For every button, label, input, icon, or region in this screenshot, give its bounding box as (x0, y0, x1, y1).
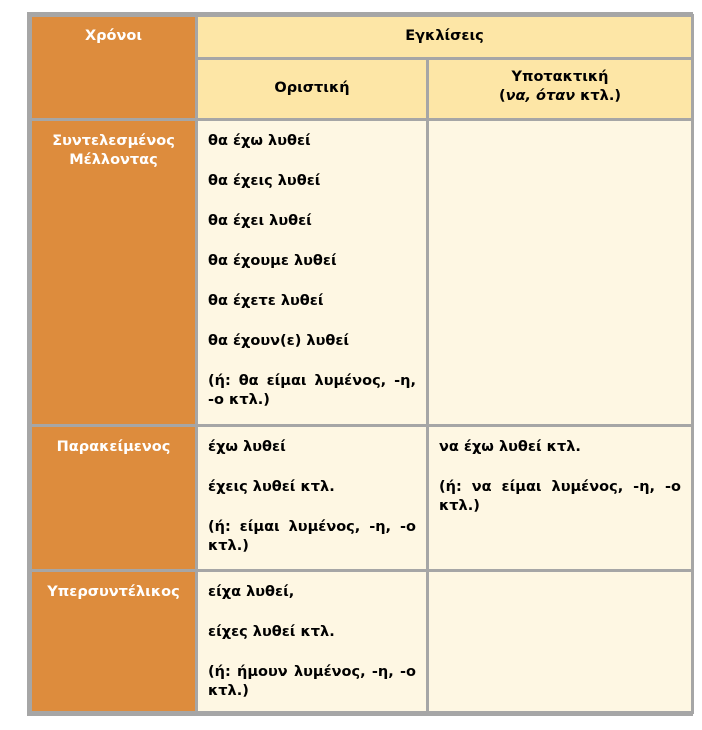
moods-header-label: Εγκλίσεις (405, 28, 484, 44)
alternative-form: (ή: θα είμαι λυμένος, -η, -ο κτλ.) (208, 372, 416, 408)
form-line: θα έχουμε λυθεί (208, 252, 337, 269)
table-frame (27, 12, 693, 716)
verb-conjugation-table (29, 14, 694, 714)
indicative-header (198, 60, 426, 117)
tenses-header-label: Χρόνοι (84, 28, 142, 44)
subjunctive-cell-perfect (429, 427, 691, 569)
indicative-cell-pluperfect (198, 572, 426, 711)
tense-cell-perfect (32, 427, 195, 569)
indicative-cell-future-perfect (198, 121, 426, 424)
tenses-header (32, 17, 195, 118)
subjunctive-header (429, 60, 691, 117)
tense-cell-pluperfect (32, 572, 195, 711)
tense-label: Παρακείμενος (56, 438, 171, 455)
tense-cell-future-perfect (32, 121, 195, 424)
tense-label: Υπερσυντέλικος (47, 583, 180, 600)
alternative-form: (ή: να είμαι λυμένος, -η, -ο κτλ.) (439, 478, 681, 514)
indicative-header-label: Οριστική (274, 80, 350, 97)
form-line: θα έχεις λυθεί (208, 172, 321, 189)
form-line: έχω λυθεί (208, 438, 286, 455)
form-line: είχα λυθεί, (208, 583, 295, 600)
tense-label: Συντελεσμένος Μέλλοντας (52, 132, 175, 168)
alternative-form: (ή: είμαι λυμένος, -η, -ο κτλ.) (208, 518, 416, 554)
moods-header (198, 17, 691, 57)
alternative-form: (ή: ήμουν λυμένος, -η, -ο κτλ.) (208, 663, 416, 699)
subjunctive-cell-future-perfect (429, 121, 691, 424)
form-line: να έχω λυθεί κτλ. (439, 438, 581, 455)
form-line: θα έχει λυθεί (208, 212, 312, 229)
form-line: είχες λυθεί κτλ. (208, 623, 335, 640)
form-line: θα έχω λυθεί (208, 132, 311, 149)
subjunctive-cell-pluperfect (429, 572, 691, 711)
subjunctive-header-hint (429, 87, 691, 106)
subjunctive-hint-rest: κτλ.) (575, 88, 621, 105)
subjunctive-hint-italic: να, όταν (505, 88, 576, 105)
form-line: θα έχετε λυθεί (208, 292, 324, 309)
subjunctive-hint-open: ( (498, 88, 506, 105)
indicative-cell-perfect (198, 427, 426, 569)
subjunctive-header-label: Υποτακτική (511, 69, 609, 86)
form-line: έχεις λυθεί κτλ. (208, 478, 335, 495)
form-line: θα έχουν(ε) λυθεί (208, 332, 350, 349)
